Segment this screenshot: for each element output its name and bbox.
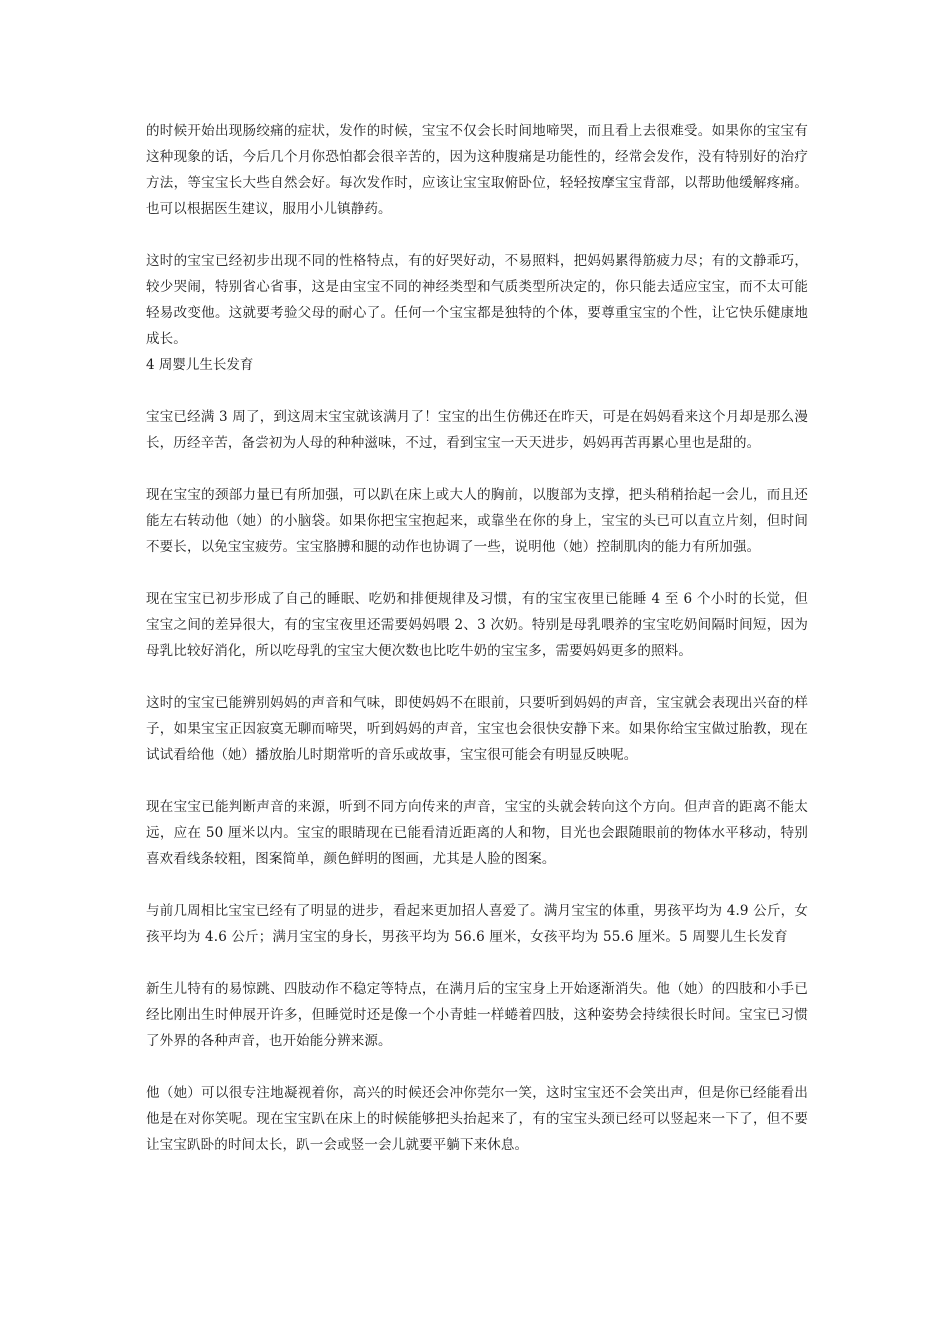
section-heading-week-4: 4 周婴儿生长发育	[146, 357, 254, 373]
paragraph-colic: 的时候开始出现肠绞痛的症状，发作的时候，宝宝不仅会长时间地啼哭，而且看上去很难受。如果你的宝宝有这种现象的话，今后几个月你恐怕都会很辛苦的，因为这种腹痛是功能性的，经常会发作，没有特别好的治疗方法，等宝宝长大些自然会好。每次发作时，应该让宝宝取俯卧位，轻轻按摩宝宝背部，以帮助他缓解疼痛。也可以根据医生建议，服用小儿镇静药。	[146, 123, 808, 217]
paragraph-personality: 这时的宝宝已经初步出现不同的性格特点，有的好哭好动，不易照料，把妈妈累得筋疲力尽；有的文静乖巧，较少哭闹，特别省心省事，这是由宝宝不同的神经类型和气质类型所决定的，你只能去适应宝宝，而不太可能轻易改变他。这就要考验父母的耐心了。任何一个宝宝都是独特的个体，要尊重宝宝的个性，让它快乐健康地成长。	[146, 253, 808, 347]
paragraph-newborn-traits: 新生儿特有的易惊跳、四肢动作不稳定等特点，在满月后的宝宝身上开始逐渐消失。他（她）的四肢和小手已经比刚出生时伸展开许多，但睡觉时还是像一个小青蛙一样蜷着四肢，这种姿势会持续很长时间。宝宝已习惯了外界的各种声音，也开始能分辨来源。	[146, 981, 808, 1049]
paragraph-neck-strength: 现在宝宝的颈部力量已有所加强，可以趴在床上或大人的胸前，以腹部为支撑，把头稍稍抬起一会儿，而且还能左右转动他（她）的小脑袋。如果你把宝宝抱起来，或靠坐在你的身上，宝宝的头已可以直立片刻，但时间不要长，以免宝宝疲劳。宝宝胳膊和腿的动作也协调了一些，说明他（她）控制肌肉的能力有所加强。	[146, 487, 808, 555]
paragraph-hearing-vision: 现在宝宝已能判断声音的来源，听到不同方向传来的声音，宝宝的头就会转向这个方向。但声音的距离不能太远，应在 50 厘米以内。宝宝的眼睛现在已能看清近距离的人和物，目光也会跟随眼前的物体水平移动，特别喜欢看线条较粗，图案简单，颜色鲜明的图画，尤其是人脸的图案。	[146, 799, 808, 867]
paragraph-sleep-routine: 现在宝宝已初步形成了自己的睡眠、吃奶和排便规律及习惯，有的宝宝夜里已能睡 4 至 6 个小时的长觉，但宝宝之间的差异很大，有的宝宝夜里还需要妈妈喂 2、3 次奶。特别是母乳喂养的宝宝吃奶间隔时间短，因为母乳比较好消化，所以吃母乳的宝宝大便次数也比吃牛奶的宝宝多，需要妈妈更多的照料。	[146, 591, 808, 659]
paragraph-three-weeks: 宝宝已经满 3 周了，到这周末宝宝就该满月了！宝宝的出生仿佛还在昨天，可是在妈妈看来这个月却是那么漫长，历经辛苦，备尝初为人母的种种滋味，不过，看到宝宝一天天进步，妈妈再苦再累心里也是甜的。	[146, 409, 808, 451]
document-body	[146, 118, 808, 1158]
paragraph-mother-voice: 这时的宝宝已能辨别妈妈的声音和气味，即使妈妈不在眼前，只要听到妈妈的声音，宝宝就会表现出兴奋的样子，如果宝宝正因寂寞无聊而啼哭，听到妈妈的声音，宝宝也会很快安静下来。如果你给宝宝做过胎教，现在试试看给他（她）播放胎儿时期常听的音乐或故事，宝宝很可能会有明显反映呢。	[146, 695, 808, 763]
paragraph-smile: 他（她）可以很专注地凝视着你，高兴的时候还会冲你莞尔一笑，这时宝宝还不会笑出声，但是你已经能看出他是在对你笑呢。现在宝宝趴在床上的时候能够把头抬起来了，有的宝宝头颈已经可以竖起来一下了，但不要让宝宝趴卧的时间太长，趴一会或竖一会儿就要平躺下来休息。	[146, 1085, 808, 1153]
paragraph-growth-stats: 与前几周相比宝宝已经有了明显的进步，看起来更加招人喜爱了。满月宝宝的体重，男孩平均为 4.9 公斤，女孩平均为 4.6 公斤；满月宝宝的身长，男孩平均为 56.6 厘米，女孩平均为 55.6 厘米。5 周婴儿生长发育	[146, 903, 808, 945]
